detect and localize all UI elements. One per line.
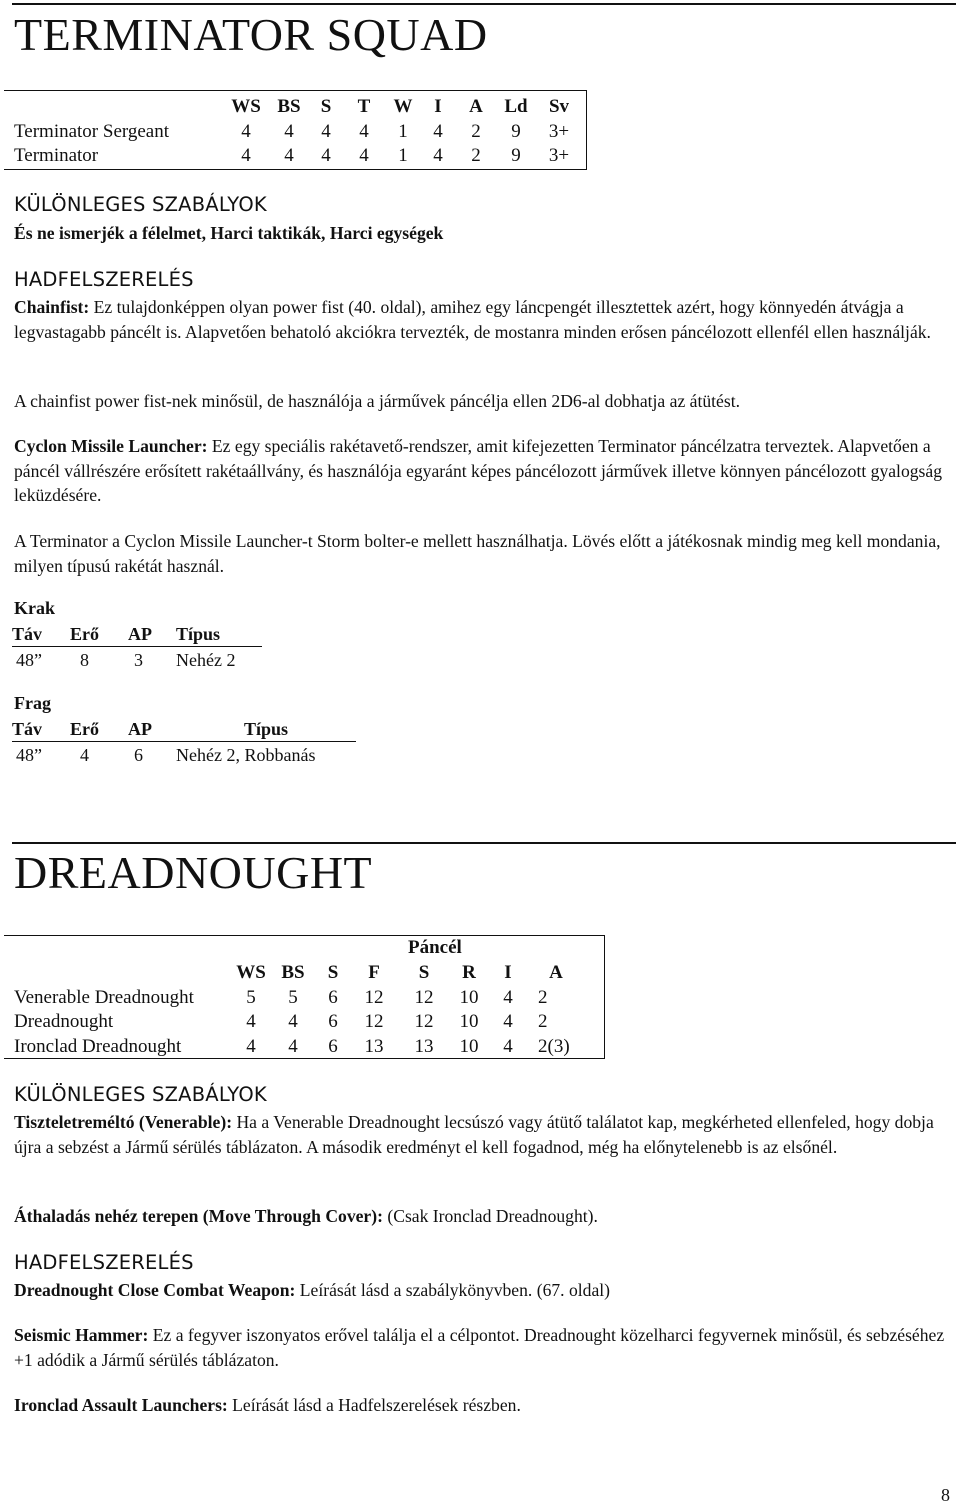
dreadnought-stat-row xyxy=(14,1035,586,1060)
terminator-title: TERMINATOR SQUAD xyxy=(14,9,488,60)
stat-header: T xyxy=(357,96,371,117)
stat-value: 4 xyxy=(359,120,369,142)
top-rule xyxy=(12,3,956,5)
terminator-stat-table xyxy=(14,95,582,169)
stat-header: I xyxy=(504,962,512,983)
stat-value: 12 xyxy=(414,1011,434,1032)
stat-value: 2 xyxy=(538,986,548,1008)
stat-value: 13 xyxy=(414,1035,434,1057)
unit-name: Terminator Sergeant xyxy=(14,120,170,142)
stat-value: 13 xyxy=(364,1035,384,1057)
stat-header-blank xyxy=(14,961,234,986)
weapon-value: 48” xyxy=(16,650,42,670)
seismic-hammer-text: Ez a fegyver iszonyatos erővel találja el a célpontot. Dreadnought közelharci fegyvernek minősül, és sebzéséhez +1 adódik a Jármű sérülés táblázaton. xyxy=(14,1325,945,1370)
krak-profile-table xyxy=(12,622,262,673)
chainfist-label: Chainfist: xyxy=(14,297,90,317)
stat-value: 4 xyxy=(284,145,294,166)
stat-value: 5 xyxy=(246,986,256,1008)
assault-launchers-text: Leírását lásd a Hadfelszerelések részben. xyxy=(227,1395,521,1415)
weapon-value: 4 xyxy=(80,745,89,765)
stat-value: 4 xyxy=(288,1011,298,1032)
stat-header: A xyxy=(469,96,483,117)
seismic-hammer-paragraph xyxy=(14,1323,952,1372)
terminator-wargear-heading: HADFELSZERELÉS xyxy=(14,268,194,291)
seismic-hammer-label: Seismic Hammer: xyxy=(14,1325,149,1345)
stat-value: 4 xyxy=(241,145,251,166)
weapon-row xyxy=(12,742,356,769)
dreadnought-stat-box xyxy=(4,935,605,1059)
chainfist-paragraph xyxy=(14,295,952,344)
stat-value: 4 xyxy=(246,1035,256,1057)
weapon-row xyxy=(12,647,262,674)
stat-header: BS xyxy=(277,96,301,117)
venerable-text: Ha a Venerable Dreadnought lecsúszó vagy átütő találatot kap, megkérheted ellenfeled, hogy dobja újra a sebzést a Jármű sérülés táblázaton. A második eredményt el kell fogadnod, még ha előnytelenebb is az elsőnél. xyxy=(14,1112,934,1157)
stat-value: 12 xyxy=(364,1011,384,1032)
stat-header: I xyxy=(434,96,442,117)
weapon-value: 6 xyxy=(134,745,143,765)
stat-header: R xyxy=(462,962,476,983)
weapon-name-frag: Frag xyxy=(14,693,51,713)
assault-launchers-paragraph xyxy=(14,1393,952,1418)
stat-value: 3+ xyxy=(548,145,570,166)
weapon-header: AP xyxy=(128,622,176,647)
unit-name: Terminator xyxy=(14,145,99,166)
weapon-header: AP xyxy=(128,717,176,742)
weapon-header: Erő xyxy=(70,717,128,742)
ccw-label: Dreadnought Close Combat Weapon: xyxy=(14,1280,296,1300)
weapon-header-row xyxy=(12,622,262,647)
stat-header: Sv xyxy=(548,96,570,117)
ccw-paragraph xyxy=(14,1278,952,1303)
stat-value: 4 xyxy=(503,1035,513,1057)
cyclon-rule: A Terminator a Cyclon Missile Launcher-t Storm bolter-e mellett használhatja. Lövés előtt a játékosnak mindig meg kell mondania, milyen típusú rakétát használ. xyxy=(14,531,941,576)
chainfist-text: Ez tulajdonképpen olyan power fist (40. oldal), amihez egy láncpengét illesztettek azért, hogy könnyedén átvágja a legvastagabb páncélt is. Alapvetően behatoló akciókra tervezték, de mostanra minden erősen páncélozott ellenfél ellen használják. xyxy=(14,297,931,342)
venerable-paragraph xyxy=(14,1110,952,1159)
weapon-value: 8 xyxy=(80,650,89,670)
dreadnought-wargear-heading: HADFELSZERELÉS xyxy=(14,1251,194,1274)
stat-header: WS xyxy=(236,962,266,983)
dreadnought-stat-header-row xyxy=(14,961,586,986)
stat-value: 4 xyxy=(284,120,294,142)
stat-value: 3+ xyxy=(548,120,570,142)
stat-header: W xyxy=(393,96,413,117)
stat-header: A xyxy=(549,962,563,983)
assault-launchers-label: Ironclad Assault Launchers: xyxy=(14,1395,228,1415)
stat-value: 4 xyxy=(321,145,331,166)
venerable-label: Tiszteletreméltó (Venerable): xyxy=(14,1112,233,1132)
stat-header: Ld xyxy=(504,96,528,117)
stat-value: 4 xyxy=(433,120,443,142)
armour-group-label: Páncél xyxy=(408,937,462,958)
stat-value: 10 xyxy=(459,1035,479,1057)
dreadnought-stat-row xyxy=(14,986,586,1011)
stat-value: 2(3) xyxy=(538,1035,570,1057)
terminator-special-rules-heading: KÜLÖNLEGES SZABÁLYOK xyxy=(14,193,267,216)
cyclon-text: Ez egy speciális rakétavető-rendszer, amit kifejezetten Terminator páncélzatra terveztek. Alapvetően a páncél vállrészére erősített rakétaállvány, és használója egyaránt képes páncélozott járművek illetve könnyen páncélozott gyalogság leküzdésére. xyxy=(14,436,942,505)
move-through-cover-paragraph xyxy=(14,1204,952,1229)
move-through-cover-label: Áthaladás nehéz terepen (Move Through Cover): xyxy=(14,1206,383,1226)
unit-name: Dreadnought xyxy=(14,1011,114,1032)
dreadnought-stat-table xyxy=(14,961,586,1059)
weapon-value: Nehéz 2 xyxy=(176,650,236,670)
ccw-text: Leírását lásd a szabálykönyvben. (67. oldal) xyxy=(295,1280,611,1300)
weapon-header-row xyxy=(12,717,356,742)
weapon-header: Típus xyxy=(176,622,262,647)
stat-value: 6 xyxy=(328,986,338,1008)
stat-value: 6 xyxy=(328,1011,338,1032)
stat-value: 2 xyxy=(471,120,481,142)
stat-value: 9 xyxy=(511,145,521,166)
stat-value: 4 xyxy=(241,120,251,142)
weapon-value: Nehéz 2, Robbanás xyxy=(176,745,316,765)
terminator-stat-header-row xyxy=(14,95,582,120)
cyclon-paragraph xyxy=(14,434,952,508)
weapon-value: 48” xyxy=(16,745,42,765)
weapon-header: Táv xyxy=(12,717,70,742)
unit-name: Venerable Dreadnought xyxy=(14,986,194,1008)
weapon-header: Erő xyxy=(70,622,128,647)
stat-header: S xyxy=(327,962,339,983)
stat-header: F xyxy=(368,962,380,983)
frag-profile-table xyxy=(12,717,356,768)
terminator-stat-row xyxy=(14,144,582,169)
stat-value: 10 xyxy=(459,1011,479,1032)
section-rule xyxy=(12,842,956,844)
stat-value: 1 xyxy=(398,120,408,142)
stat-value: 12 xyxy=(364,986,384,1008)
stat-value: 1 xyxy=(398,145,408,166)
stat-header: WS xyxy=(231,96,261,117)
stat-value: 4 xyxy=(321,120,331,142)
chainfist-rule: A chainfist power fist-nek minősül, de használója a járművek páncélja ellen 2D6-al dobhatja az átütést. xyxy=(14,391,740,411)
dreadnought-special-rules-heading: KÜLÖNLEGES SZABÁLYOK xyxy=(14,1083,267,1106)
stat-value: 10 xyxy=(459,986,479,1008)
stat-value: 12 xyxy=(414,986,434,1008)
stat-value: 4 xyxy=(503,1011,513,1032)
cyclon-label: Cyclon Missile Launcher: xyxy=(14,436,208,456)
weapon-name-krak: Krak xyxy=(14,598,56,618)
stat-value: 9 xyxy=(511,120,521,142)
dreadnought-title: DREADNOUGHT xyxy=(14,847,373,898)
terminator-special-rules-text: És ne ismerjék a félelmet, Harci taktikák, Harci egységek xyxy=(14,223,444,243)
stat-value: 4 xyxy=(503,986,513,1008)
terminator-stat-row xyxy=(14,120,582,145)
stat-header: S xyxy=(320,96,332,117)
stat-value: 4 xyxy=(433,145,443,166)
stat-value: 4 xyxy=(288,1035,298,1057)
terminator-stat-box xyxy=(4,90,587,170)
stat-value: 2 xyxy=(538,1011,548,1032)
weapon-header: Típus xyxy=(176,717,356,742)
weapon-value: 3 xyxy=(134,650,143,670)
move-through-cover-text: (Csak Ironclad Dreadnought). xyxy=(382,1206,598,1226)
stat-value: 5 xyxy=(288,986,298,1008)
stat-header: S xyxy=(418,962,430,983)
page-number: 8 xyxy=(941,1485,950,1505)
stat-value: 6 xyxy=(328,1035,338,1057)
unit-name: Ironclad Dreadnought xyxy=(14,1035,182,1057)
stat-header-blank xyxy=(14,95,224,120)
stat-header: BS xyxy=(281,962,305,983)
dreadnought-stat-row xyxy=(14,1010,586,1035)
stat-value: 4 xyxy=(246,1011,256,1032)
stat-value: 2 xyxy=(471,145,481,166)
weapon-header: Táv xyxy=(12,622,70,647)
stat-value: 4 xyxy=(359,145,369,166)
